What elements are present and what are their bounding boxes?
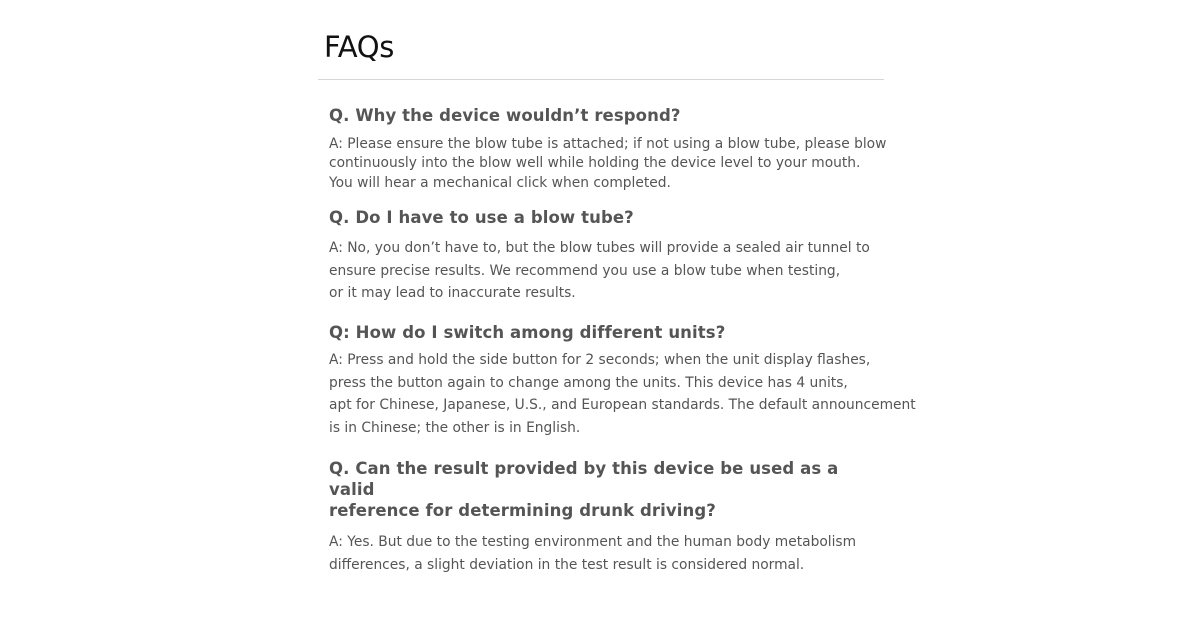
faq-answer-line: differences, a slight deviation in the test result is considered normal. <box>329 556 805 573</box>
faq-answer-line: A: Yes. But due to the testing environment and the human body metabolism <box>329 534 857 550</box>
faq-answer-line: ensure precise results. We recommend you use a blow tube when testing, <box>329 262 841 279</box>
faq-answer-line: apt for Chinese, Japanese, U.S., and European standards. The default announcement <box>329 397 916 413</box>
faq-question-line: Q. Can the result provided by this device be used as a valid <box>329 459 839 499</box>
faq-item <box>329 104 887 193</box>
faq-answer <box>329 531 879 576</box>
faq-answer-line: A: Press and hold the side button for 2 seconds; when the unit display flashes, <box>329 352 871 368</box>
faq-answer <box>329 349 916 439</box>
faq-question <box>329 458 879 521</box>
faq-answer <box>329 237 879 305</box>
faq-item <box>329 321 916 439</box>
faq-answer-line: is in Chinese; the other is in English. <box>329 419 581 436</box>
faq-answer-line: press the button again to change among the units. This device has 4 units, <box>329 374 848 391</box>
faq-answer-line: A: Please ensure the blow tube is attached; if not using a blow tube, please blow <box>329 136 887 152</box>
faq-page <box>318 0 916 630</box>
faq-answer <box>329 135 887 193</box>
title-divider <box>318 79 884 80</box>
faq-item <box>329 458 879 576</box>
faq-question: Q. Why the device wouldn’t respond? <box>329 106 681 125</box>
faq-answer-line: continuously into the blow well while holding the device level to your mouth. <box>329 155 861 172</box>
faq-question: Q. Do I have to use a blow tube? <box>329 208 634 227</box>
page-title: FAQs <box>324 30 395 64</box>
faq-item <box>329 206 879 305</box>
faq-answer-line: A: No, you don’t have to, but the blow tubes will provide a sealed air tunnel to <box>329 240 870 256</box>
faq-answer-line: You will hear a mechanical click when completed. <box>329 174 671 191</box>
faq-answer-line: or it may lead to inaccurate results. <box>329 285 576 301</box>
faq-question-line: reference for determining drunk driving? <box>329 501 716 520</box>
faq-question: Q: How do I switch among different units? <box>329 323 726 342</box>
